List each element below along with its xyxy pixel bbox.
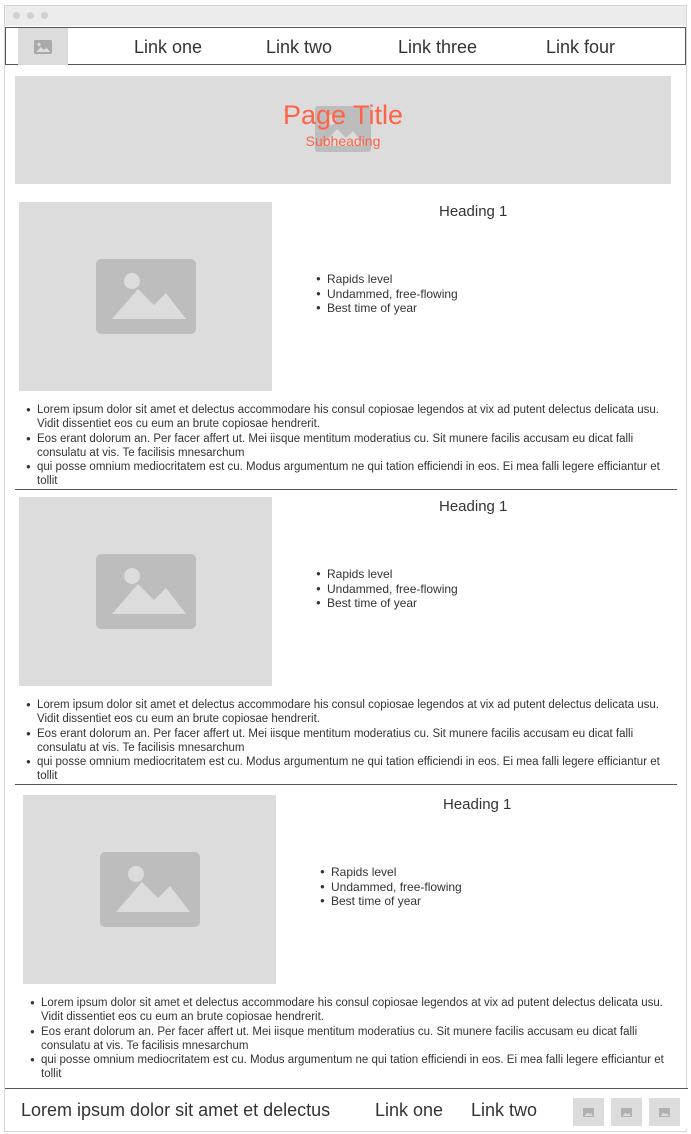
- image-icon: [100, 852, 200, 927]
- list-item: ● Lorem ipsum dolor sit amet et delectus accommodare his consul copiosae legendos at vix ad putent delectus delicata usu. Vidit dissentiet eos cu eum an brute copiosae hendrerit.: [26, 698, 666, 727]
- image-icon: [659, 1108, 670, 1117]
- section-heading: Heading 1: [439, 203, 508, 220]
- footer: [5, 1088, 688, 1129]
- footer-image-button[interactable]: [649, 1098, 680, 1126]
- list-item: ● qui posse omnium mediocritatem est cu. Modus argumentum ne qui tation efficiendi in eos. Ei mea falli legere efficiantur et tollit: [26, 460, 666, 489]
- image-icon: [96, 554, 196, 629]
- feature-list: [320, 865, 462, 909]
- list-item: ● Best time of year: [320, 894, 462, 909]
- list-item: ● Lorem ipsum dolor sit amet et delectus accommodare his consul copiosae legendos at vix ad putent delectus delicata usu. Vidit dissentiet eos cu eum an brute copiosae hendrerit.: [26, 403, 666, 432]
- nav-link-four[interactable]: Link four: [546, 37, 616, 57]
- list-item: ● Undammed, free-flowing: [316, 582, 458, 597]
- divider: [15, 489, 677, 490]
- list-item: ● Undammed, free-flowing: [320, 880, 462, 895]
- paragraph-list: [26, 403, 666, 489]
- window-dot-icon[interactable]: [41, 12, 48, 19]
- hero-banner: [15, 76, 671, 184]
- top-nav: [5, 27, 686, 65]
- browser-window: [4, 5, 687, 1132]
- list-item: ● Rapids level: [316, 567, 458, 582]
- list-item: ● qui posse omnium mediocritatem est cu. Modus argumentum ne qui tation efficiendi in eos. Ei mea falli legere efficiantur et tollit: [26, 755, 666, 784]
- paragraph-list: [30, 996, 670, 1082]
- list-item: ● Eos erant dolorum an. Per facer affert ut. Mei iisque mentitum moderatius cu. Sit munere facilis accusam eu dicat falli consulatu at vis. Te facilisis mnesarchum: [30, 1025, 670, 1054]
- list-item: ● qui posse omnium mediocritatem est cu. Modus argumentum ne qui tation efficiendi in eos. Ei mea falli legere efficiantur et tollit: [30, 1053, 670, 1082]
- footer-link-two[interactable]: Link two: [471, 1100, 538, 1120]
- footer-image-button[interactable]: [611, 1098, 642, 1126]
- footer-text: Lorem ipsum dolor sit amet et delectus: [21, 1100, 331, 1120]
- section-image: [19, 202, 272, 391]
- list-item: ● Rapids level: [316, 272, 458, 287]
- window-dot-icon[interactable]: [13, 12, 20, 19]
- page-title: Page Title: [282, 100, 404, 130]
- window-dot-icon[interactable]: [27, 12, 34, 19]
- list-item: ● Rapids level: [320, 865, 462, 880]
- image-icon: [583, 1108, 594, 1117]
- list-item: ● Eos erant dolorum an. Per facer affert ut. Mei iisque mentitum moderatius cu. Sit munere facilis accusam eu dicat falli consulatu at vis. Te facilisis mnesarchum: [26, 727, 666, 756]
- section-image: [19, 497, 272, 686]
- window-titlebar: [5, 6, 686, 26]
- page-subheading: Subheading: [305, 133, 381, 149]
- section-image: [23, 795, 276, 984]
- list-item: ● Eos erant dolorum an. Per facer affert ut. Mei iisque mentitum moderatius cu. Sit munere facilis accusam eu dicat falli consulatu at vis. Te facilisis mnesarchum: [26, 432, 666, 461]
- feature-list: [316, 567, 458, 611]
- nav-link-two[interactable]: Link two: [266, 37, 333, 57]
- list-item: ● Lorem ipsum dolor sit amet et delectus accommodare his consul copiosae legendos at vix ad putent delectus delicata usu. Vidit dissentiet eos cu eum an brute copiosae hendrerit.: [30, 996, 670, 1025]
- list-item: ● Best time of year: [316, 301, 458, 316]
- footer-link-one[interactable]: Link one: [375, 1100, 444, 1120]
- feature-list: [316, 272, 458, 316]
- image-icon: [96, 259, 196, 334]
- image-icon: [34, 40, 52, 54]
- section-heading: Heading 1: [443, 796, 512, 813]
- footer-image-button[interactable]: [573, 1098, 604, 1126]
- divider: [15, 784, 677, 785]
- section-heading: Heading 1: [439, 498, 508, 515]
- paragraph-list: [26, 698, 666, 784]
- list-item: ● Undammed, free-flowing: [316, 287, 458, 302]
- nav-link-one[interactable]: Link one: [134, 37, 203, 57]
- image-icon: [621, 1108, 632, 1117]
- nav-link-three[interactable]: Link three: [398, 37, 478, 57]
- list-item: ● Best time of year: [316, 596, 458, 611]
- logo[interactable]: [18, 28, 68, 65]
